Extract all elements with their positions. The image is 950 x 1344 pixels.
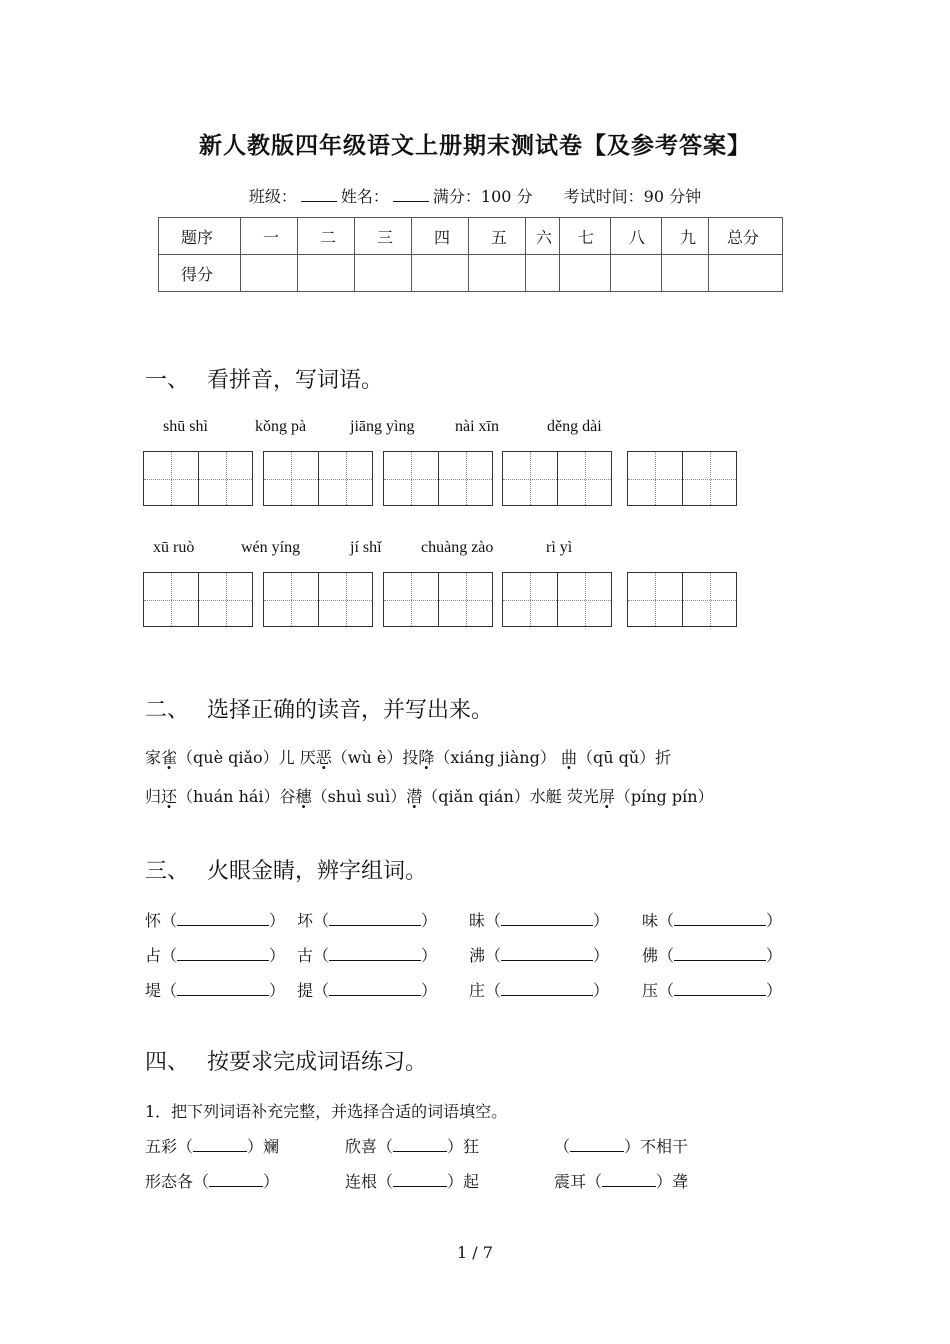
text: ）不相干 [624,1137,689,1156]
section-1-title: 看拼音，写词语。 [207,368,384,393]
answer-blank[interactable] [393,1172,447,1187]
text: ）狂 [447,1137,480,1156]
pinyin: xū ruò [153,539,195,556]
page-title: 新人教版四年级语文上册期末测试卷【及参考答案】 [199,132,751,159]
score-cell[interactable] [241,255,298,292]
section-2-title: 选择正确的读音，并写出来。 [207,698,494,723]
score-header-cell: 五 [469,218,526,255]
text: （ [554,1137,571,1156]
answer-blank[interactable] [570,1137,624,1152]
text: ）斓 [247,1137,280,1156]
char: 占 [145,946,162,965]
text: 五彩（ [145,1137,194,1156]
marked-char: 穗 [295,787,312,806]
score-cell[interactable] [355,255,412,292]
answer-blank[interactable] [177,911,269,926]
word-item: 古（ ） [297,946,438,965]
answer-blank[interactable] [209,1172,263,1187]
text: 欣喜（ [345,1137,394,1156]
text: ） [263,1172,280,1191]
score-header-cell: 一 [241,218,298,255]
pinyin: wén yíng [241,539,301,556]
score-table [158,217,783,292]
score-cell[interactable] [611,255,662,292]
text: （qiǎn qián）水艇 荧光 [422,787,599,806]
score-header-cell: 九 [662,218,709,255]
word-item: 佛（ ） [642,946,783,965]
section-3-title: 火眼金睛，辨字组词。 [207,859,428,884]
char: 沸 [469,946,486,965]
char: 堤 [145,981,162,1000]
text: （què qiǎo）儿 厌 [177,748,316,767]
score-cell[interactable] [709,255,783,292]
text: （huán hái）谷 [177,787,296,806]
answer-blank[interactable] [501,981,593,996]
section-2-number: 二、 [145,698,190,723]
char: 昧 [469,911,486,930]
answer-blank[interactable] [393,1137,447,1152]
score-table-score-row [159,255,783,292]
writing-grid[interactable] [627,451,737,506]
word-item: 占（ ） [145,946,286,965]
marked-char: 屏 [598,787,615,806]
score-header-cell: 八 [611,218,662,255]
section-1-number: 一、 [145,368,190,393]
pinyin: děng dài [547,418,602,435]
writing-grid[interactable] [383,572,493,627]
score-cell[interactable] [560,255,611,292]
pinyin: shū shì [163,418,208,435]
answer-blank[interactable] [602,1172,656,1187]
writing-grid[interactable] [143,451,253,506]
writing-grid[interactable] [502,572,612,627]
idiom-item [145,1134,279,1157]
section-1-heading [145,363,383,394]
char: 庄 [469,981,486,1000]
idiom-item [554,1169,688,1192]
text: （qū qǔ）折 [576,748,672,767]
text: 震耳（ [554,1172,603,1191]
marked-char: 雀 [161,748,178,767]
char: 古 [297,946,314,965]
text: （píng pín） [614,787,714,806]
reading-line-1 [145,745,671,768]
writing-grid[interactable] [143,572,253,627]
text: ）聋 [656,1172,689,1191]
pinyin: kǒng pà [255,418,307,435]
word-item: 沸（ ） [469,946,610,965]
marked-char: 降 [418,748,435,767]
answer-blank[interactable] [177,981,269,996]
score-header-cell: 题序 [159,218,241,255]
section-4-heading [145,1045,427,1076]
char: 佛 [642,946,659,965]
text: 形态各（ [145,1172,210,1191]
answer-blank[interactable] [329,981,421,996]
name-label: 姓名： [340,187,389,206]
score-header-cell: 二 [298,218,355,255]
marked-char: 恶 [315,748,332,767]
word-item: 味（ ） [642,911,783,930]
text: （shuì suì） [311,787,407,806]
writing-grid[interactable] [627,572,737,627]
score-cell[interactable] [662,255,709,292]
answer-blank[interactable] [177,946,269,961]
answer-blank[interactable] [674,911,766,926]
answer-blank[interactable] [501,946,593,961]
answer-blank[interactable] [674,981,766,996]
idiom-item [345,1169,479,1192]
score-header-cell: 六 [526,218,560,255]
marked-char: 曲 [560,748,577,767]
section-3-number: 三、 [145,859,190,884]
word-item: 提（ ） [297,981,438,1000]
word-item: 压（ ） [642,981,783,1000]
pinyin: jiāng yìng [350,418,415,435]
section-4-number: 四、 [145,1050,190,1075]
score-row-label: 得分 [159,255,241,292]
idiom-item [145,1169,279,1192]
writing-grid[interactable] [263,572,373,627]
idiom-item [345,1134,479,1157]
score-cell[interactable] [469,255,526,292]
class-blank[interactable] [301,187,337,202]
score-cell[interactable] [298,255,355,292]
score-table-header-row [159,218,783,255]
idiom-item [554,1134,688,1157]
score-header-cell: 四 [412,218,469,255]
section-2-heading [145,693,493,724]
section-3-heading [145,854,427,885]
text: ）起 [447,1172,480,1191]
word-item: 怀（ ） [145,911,286,930]
char: 怀 [145,911,162,930]
word-item: 坏（ ） [297,911,438,930]
char: 味 [642,911,659,930]
writing-grid[interactable] [502,451,612,506]
score-cell[interactable] [412,255,469,292]
text: （wù è）投 [331,748,419,767]
text: 归 [145,787,162,806]
answer-blank[interactable] [193,1137,247,1152]
score-header-cell: 总分 [709,218,783,255]
pinyin: chuàng zào [421,539,494,556]
answer-blank[interactable] [501,911,593,926]
score-header-cell: 三 [355,218,412,255]
pinyin: nài xīn [455,418,499,435]
marked-char: 还 [161,787,178,806]
class-label: 班级： [248,187,297,206]
char: 坏 [297,911,314,930]
pinyin: jí shǐ [350,539,382,556]
char: 提 [297,981,314,1000]
writing-grid[interactable] [383,451,493,506]
exam-info [0,184,950,207]
word-item: 庄（ ） [469,981,610,1000]
text: 家 [145,748,162,767]
writing-grid[interactable] [263,451,373,506]
word-item: 昧（ ） [469,911,610,930]
marked-char: 潜 [406,787,423,806]
text: （xiáng jiàng） [434,748,561,767]
page-number: 1 / 7 [457,1243,493,1262]
char: 压 [642,981,659,1000]
answer-blank[interactable] [674,946,766,961]
section-4-title: 按要求完成词语练习。 [207,1050,428,1075]
reading-line-2 [145,784,714,807]
full-score: 满分：100 分 [432,187,533,206]
name-blank[interactable] [393,187,429,202]
text: 连根（ [345,1172,394,1191]
answer-blank[interactable] [329,911,421,926]
word-item: 堤（ ） [145,981,286,1000]
question-1: 1．把下列词语补充完整，并选择合适的词语填空。 [145,1102,508,1121]
score-cell[interactable] [526,255,560,292]
exam-time: 考试时间：90 分钟 [563,187,702,206]
score-header-cell: 七 [560,218,611,255]
answer-blank[interactable] [329,946,421,961]
pinyin: rì yì [546,539,573,556]
